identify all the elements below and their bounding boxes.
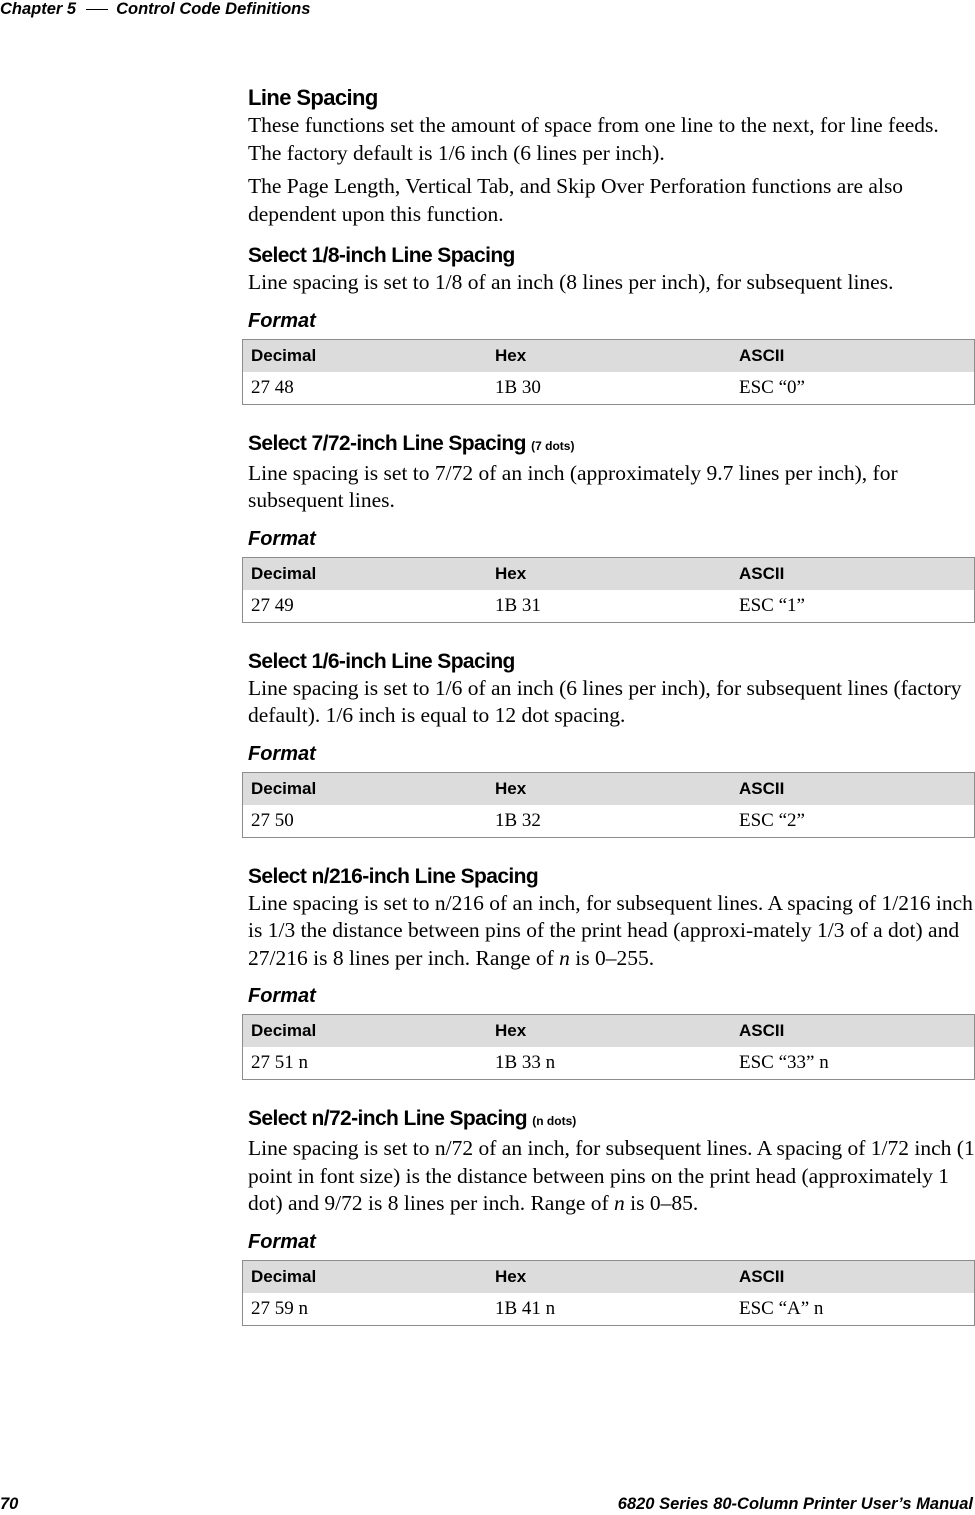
subsection-title [248,430,975,460]
chapter-label: Chapter 5 [0,0,77,18]
column-header-decimal: Decimal [243,557,488,590]
subsection-title-text: Select 7/72-inch Line Spacing [248,431,526,455]
subsection-title-text: Select 1/8-inch Line Spacing [248,244,515,267]
format-label: Format [248,1230,316,1253]
subsection-description [248,890,975,973]
section-heading: Line Spacing [248,85,378,110]
hex-cell: 1B 31 [495,594,541,616]
hex-cell: 1B 33 n [495,1052,556,1073]
subsection-description [248,1135,975,1218]
running-header [0,0,310,22]
format-label: Format [248,742,316,765]
column-header-hex: Hex [487,772,731,805]
table-header-row [243,557,975,590]
intro-paragraph-1: These functions set the amount of space from one line to the next, for line feeds. The factory default is 1/6 inch (6 lines per inch). [248,113,939,165]
chapter-title: Control Code Definitions [116,0,311,18]
format-label: Format [248,309,316,332]
table-header-row [243,1015,975,1048]
table-row [243,372,975,405]
subsection-description: Line spacing is set to 7/72 of an inch (approximately 9.7 lines per inch), for subsequent lines. [248,460,898,512]
column-header-decimal: Decimal [243,1260,488,1293]
manual-title: 6820 Series 80-Column Printer User’s Manual [617,1495,973,1513]
decimal-cell: 27 49 [251,594,294,616]
format-table [242,1260,975,1326]
subsection-note: (n dots) [532,1114,577,1128]
table-header-row [243,339,975,372]
column-header-hex: Hex [487,339,731,372]
subsection-title [248,1105,975,1135]
description-text-end: is 0–85. [624,1191,699,1215]
table-header-row [243,772,975,805]
format-label: Format [248,985,316,1007]
description-text-end: is 0–255. [569,945,655,970]
subsection-title [248,863,975,890]
page-content [248,84,975,1326]
column-header-ascii: ASCII [731,772,975,805]
hex-cell: 1B 41 n [495,1297,556,1319]
hex-cell: 1B 30 [495,376,541,398]
subsection-title-text: Select n/72-inch Line Spacing [248,1107,528,1130]
column-header-ascii: ASCII [731,557,975,590]
subsection-title-text: Select n/216-inch Line Spacing [248,864,539,888]
decimal-cell: 27 59 n [251,1297,308,1319]
format-table [242,1014,975,1080]
format-label: Format [248,527,316,550]
table-row [243,590,975,623]
column-header-ascii: ASCII [731,339,975,372]
column-header-hex: Hex [487,1015,731,1048]
format-table [242,557,975,623]
format-table [242,339,975,405]
subsection-description: Line spacing is set to 1/6 of an inch (6 lines per inch), for subsequent lines (factory default). 1/6 inch is equal to 12 dot spacing. [248,675,962,727]
running-footer [0,1494,975,1514]
variable-n: n [614,1191,625,1215]
subsection-description: Line spacing is set to 1/8 of an inch (8 lines per inch), for subsequent lines. [248,270,894,294]
ascii-cell: ESC “33” n [739,1052,829,1073]
table-row [243,1047,975,1080]
ascii-cell: ESC “2” [739,809,805,831]
ascii-cell: ESC “A” n [739,1297,824,1319]
table-row [243,805,975,838]
page-number: 70 [0,1495,19,1513]
column-header-decimal: Decimal [243,772,488,805]
subsection-n-72-inch [248,1105,975,1326]
subsection-1-6-inch [248,648,975,838]
subsection-title-text: Select 1/6-inch Line Spacing [248,649,515,673]
subsection-note: (7 dots) [531,438,575,453]
subsection-title [248,648,975,675]
column-header-ascii: ASCII [731,1015,975,1048]
column-header-hex: Hex [487,1260,731,1293]
decimal-cell: 27 50 [251,809,294,831]
table-row [243,1293,975,1326]
variable-n: n [559,945,570,970]
subsection-n-216-inch [248,863,975,1081]
description-text: Line spacing is set to n/72 of an inch, for subsequent lines. A spacing of 1/72 inch (1 point in font size) is the distance between pins on the print head (approximately 1 dot) and 9/72 is 8 lines per inch. Range of [248,1136,975,1215]
hex-cell: 1B 32 [495,809,541,831]
decimal-cell: 27 51 n [251,1052,308,1073]
column-header-ascii: ASCII [731,1260,975,1293]
subsection-7-72-inch [248,430,975,623]
header-dash [86,9,108,10]
description-text: Line spacing is set to n/216 of an inch, for subsequent lines. A spacing of 1/216 inch is 1/3 the distance between pins of the print head (approxi-mately 1/3 of a dot) and 27/216 is 8 lines per inch. Range of [248,890,973,970]
decimal-cell: 27 48 [251,376,294,398]
column-header-hex: Hex [487,557,731,590]
format-table [242,772,975,838]
column-header-decimal: Decimal [243,339,488,372]
intro-paragraph-2: The Page Length, Vertical Tab, and Skip Over Perforation functions are also dependent upon this function. [248,174,904,226]
ascii-cell: ESC “0” [739,376,805,398]
table-header-row [243,1260,975,1293]
subsection-title [248,242,975,269]
column-header-decimal: Decimal [243,1015,488,1048]
subsection-1-8-inch [248,242,975,405]
ascii-cell: ESC “1” [739,594,805,616]
